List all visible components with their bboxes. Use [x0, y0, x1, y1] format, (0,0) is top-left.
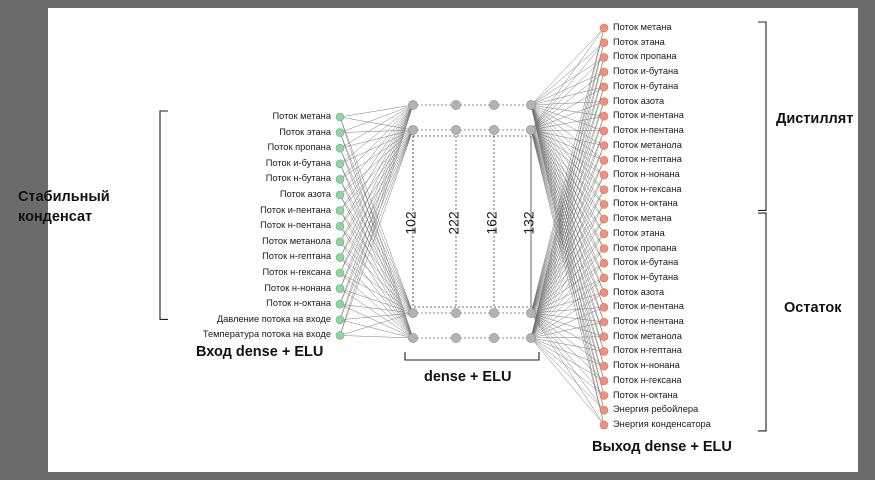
output-node-label: Поток н-гексана: [613, 183, 682, 194]
output-node-label: Поток н-пентана: [613, 316, 684, 326]
output-node-label: Поток н-октана: [613, 198, 678, 209]
output-node-label: Поток н-гептана: [613, 345, 682, 356]
output-node-label: Поток метанола: [613, 330, 682, 341]
input-node-label: Поток н-пентана: [260, 220, 331, 231]
caption-residue: Остаток: [784, 300, 842, 316]
hidden-layer-units: 162: [483, 211, 500, 235]
input-node-label: Поток метанола: [262, 235, 331, 246]
caption-distillate: Дистиллят: [776, 111, 854, 127]
input-node-label: Поток н-гептана: [262, 251, 331, 262]
output-node-label: Энергия конденсатора: [613, 418, 711, 429]
output-node-label: Поток пропана: [613, 242, 677, 253]
output-node-label: Поток н-гексана: [613, 374, 682, 385]
output-node-label: Поток азота: [613, 95, 665, 106]
output-node-label: Поток н-нонана: [613, 169, 680, 179]
output-node-label: Поток н-октана: [613, 389, 678, 400]
input-node-label: Поток н-бутана: [265, 173, 331, 184]
caption-hidden-layers: dense + ELU: [424, 369, 512, 385]
caption-input-layer: Вход dense + ELU: [196, 344, 324, 360]
input-node-label: Давление потока на входе: [216, 313, 331, 324]
input-node-label: Поток пропана: [267, 142, 331, 153]
left-title-stable-condensate: Стабильный конденсат: [18, 189, 110, 225]
output-node-label: Поток метана: [613, 22, 672, 32]
output-node-label: Поток и-бутана: [613, 66, 679, 77]
hidden-layer-units: 132: [520, 211, 537, 235]
output-node-label: Поток и-бутана: [613, 257, 679, 268]
input-node-label: Поток метана: [272, 111, 331, 121]
caption-output-layer: Выход dense + ELU: [592, 439, 732, 455]
output-node-label: Поток и-пентана: [613, 110, 684, 121]
output-node-label: Поток метанола: [613, 139, 682, 150]
output-node-label: Поток н-бутана: [613, 80, 679, 91]
output-node-label: Поток этана: [613, 36, 665, 47]
output-node-label: Поток н-бутана: [613, 271, 679, 282]
input-node-label: Поток н-гексана: [262, 267, 331, 277]
output-node-label: Поток азота: [613, 286, 665, 297]
output-node-label: Поток пропана: [613, 51, 677, 62]
output-node-label: Поток н-гептана: [613, 154, 682, 165]
input-node-label: Поток и-пентана: [260, 204, 331, 215]
hidden-layer-units: 102: [402, 211, 419, 235]
input-node-label: Поток азота: [279, 189, 331, 199]
output-node-label: Поток метана: [613, 213, 672, 224]
input-node-label: Температура потока на входе: [202, 329, 331, 340]
output-node-label: Поток н-пентана: [613, 124, 684, 135]
input-node-label: Поток этана: [279, 126, 331, 137]
hidden-layer-units: 222: [445, 211, 462, 235]
output-node-label: Поток и-пентана: [613, 301, 684, 312]
output-node-label: Поток н-нонана: [613, 360, 680, 371]
input-node-label: Поток н-нонана: [264, 282, 331, 293]
output-node-label: Энергия ребойлера: [613, 404, 699, 415]
input-node-label: Поток н-октана: [266, 298, 331, 309]
output-node-label: Поток этана: [613, 227, 665, 238]
input-node-label: Поток и-бутана: [265, 157, 331, 168]
